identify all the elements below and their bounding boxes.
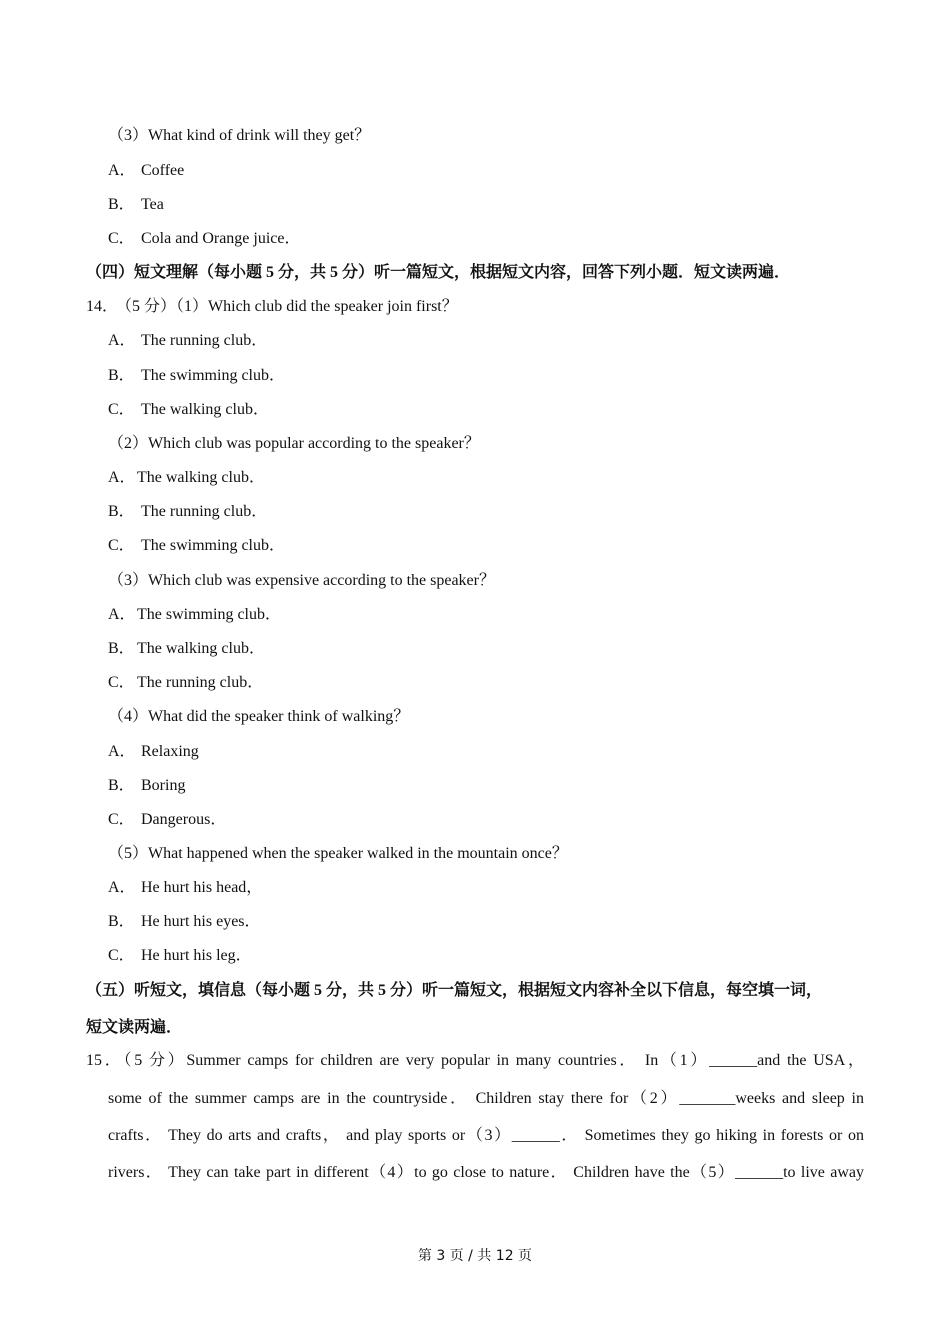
question-14-header xyxy=(86,297,458,317)
option-letter: B． xyxy=(108,913,135,930)
section-5-heading-line1: （五）听短文，填信息（每小题 5 分，共 5 分）听一篇短文，根据短文内容补全以下信息，每空填一词， xyxy=(86,982,823,999)
option-letter: A． xyxy=(108,879,136,896)
question-13-3: （3）What kind of drink will they get？ xyxy=(108,127,371,144)
option-letter: C． xyxy=(108,537,135,554)
option-14-2-a xyxy=(108,468,265,488)
question-14-4: （4）What did the speaker think of walking？ xyxy=(108,708,410,725)
option-text: The swimming club． xyxy=(141,367,285,384)
option-text: Coffee xyxy=(141,162,185,179)
option-text: The running club． xyxy=(137,674,264,691)
option-14-2-b xyxy=(108,502,267,522)
option-14-3-b xyxy=(108,639,265,659)
option-letter: C． xyxy=(108,947,135,964)
option-13-3-c xyxy=(108,229,301,249)
option-text: Relaxing xyxy=(141,743,199,760)
option-13-3-b xyxy=(108,195,164,215)
option-text: Cola and Orange juice． xyxy=(141,230,301,247)
option-text: He hurt his head， xyxy=(141,879,263,896)
option-text: The running club． xyxy=(141,332,268,349)
option-text: Boring xyxy=(141,777,186,794)
option-14-3-a xyxy=(108,605,281,625)
option-14-4-c xyxy=(108,810,226,830)
option-letter: B． xyxy=(108,367,135,384)
option-letter: B． xyxy=(108,777,135,794)
question-15-line-3: crafts． They do arts and crafts， and play sports or（3）______． Sometimes they go hiking in forests or on xyxy=(108,1127,864,1144)
question-14-2: （2）Which club was popular according to the speaker？ xyxy=(108,435,480,452)
option-13-3-a xyxy=(108,161,184,181)
option-letter: C． xyxy=(108,401,135,418)
option-text: He hurt his leg． xyxy=(141,947,252,964)
section-4-heading: （四）短文理解（每小题 5 分，共 5 分）听一篇短文，根据短文内容，回答下列小题．短文读两遍． xyxy=(86,264,791,281)
question-14-3: （3）Which club was expensive according to the speaker？ xyxy=(108,572,495,589)
question-number: 14． xyxy=(86,298,119,315)
option-letter: C． xyxy=(108,811,135,828)
page-footer: 第 3 页 / 共 12 页 xyxy=(417,1248,533,1264)
option-letter: C． xyxy=(108,674,135,691)
option-letter: B． xyxy=(108,640,135,657)
option-text: The swimming club． xyxy=(141,537,285,554)
option-14-1-a xyxy=(108,331,267,351)
option-text: The swimming club． xyxy=(137,606,281,623)
option-14-3-c xyxy=(108,673,263,693)
option-14-5-a xyxy=(108,878,262,898)
option-14-4-a xyxy=(108,742,199,762)
option-text: Tea xyxy=(141,196,164,213)
option-14-5-c xyxy=(108,946,252,966)
option-14-5-b xyxy=(108,912,261,932)
option-letter: A． xyxy=(108,332,136,349)
option-letter: A． xyxy=(108,469,136,486)
option-text: The walking club． xyxy=(137,640,265,657)
option-14-1-b xyxy=(108,366,285,386)
option-14-4-b xyxy=(108,776,185,796)
option-text: Dangerous． xyxy=(141,811,227,828)
option-letter: A． xyxy=(108,162,136,179)
option-letter: A． xyxy=(108,606,136,623)
option-text: The walking club． xyxy=(137,469,265,486)
option-14-1-c xyxy=(108,400,269,420)
option-text: The walking club． xyxy=(141,401,269,418)
option-letter: B． xyxy=(108,196,135,213)
question-14-1: （1）Which club did the speaker join first？ xyxy=(176,298,458,315)
option-text: The running club． xyxy=(141,503,268,520)
question-14-5: （5）What happened when the speaker walked in the mountain once？ xyxy=(108,845,568,862)
question-score: （5 分） xyxy=(124,298,177,315)
question-15-line-1: 15．（5 分）Summer camps for children are very popular in many countries． In（1）______and the USA， xyxy=(86,1052,864,1069)
option-letter: C． xyxy=(108,230,135,247)
question-15-line-4: rivers． They can take part in different（4）to go close to nature． Children have the（5）______to live away xyxy=(108,1164,864,1181)
option-letter: B． xyxy=(108,503,135,520)
question-15-line-2: some of the summer camps are in the countryside． Children stay there for（2）_______weeks and sleep in xyxy=(108,1090,865,1107)
section-5-heading-line2: 短文读两遍． xyxy=(86,1019,183,1036)
option-text: He hurt his eyes． xyxy=(141,913,261,930)
option-letter: A． xyxy=(108,743,136,760)
option-14-2-c xyxy=(108,536,285,556)
